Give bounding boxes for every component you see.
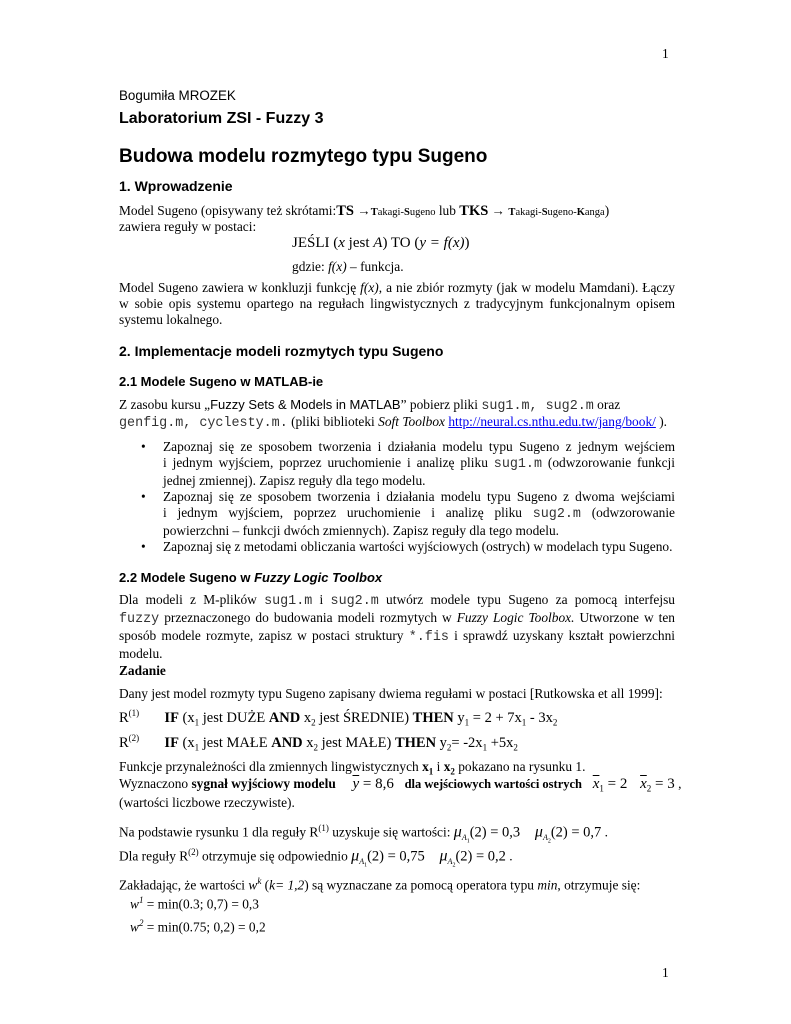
assume-line: Zakładając, że wartości $w^k$ (k= 1,2) są wyznaczane za pomocą operatora typu min, otrzymuje się: <box>119 876 641 893</box>
output-line-2: (wartości liczbowe rzeczywiste). <box>119 795 295 810</box>
zadanie-intro: Dany jest model rozmyty typu Sugeno zapisany dwiema regułami w postaci [Rutkowska et all 1999]: <box>119 686 663 701</box>
main-title: Budowa modelu rozmytego typu Sugeno <box>119 146 488 167</box>
list-item: • Zapoznaj się ze sposobem tworzenia i działania modelu typu Sugeno z jednym wejściem i jednym wyjściem, poprzez uruchomienie i analizę pliku sug1.m (odwzorowanie funkcji jednej zmiennej). Zapisz reguły dla tego modelu. <box>141 439 675 488</box>
s21-line-2: genfig.m, cyclesty.m. (pliki biblioteki Soft Toolbox http://neural.cs.nthu.edu.tw/jang/book/ ). <box>119 414 668 431</box>
output-line: Wyznaczono sygnał wyjściowy modelu $\overline{y} = 8,6$ dla wejściowych wartości ostrych $\overline{x}_1 = 2$ $\overline{x}_2 = 3$ , <box>119 776 682 794</box>
rule-2: $R^{(2)}$ IF ($x_1$ jest MAŁE AND $x_2$ jest MAŁE) THEN $y_2= -2x_1 +5x_2$ <box>119 733 518 753</box>
list-item: • Zapoznaj się ze sposobem tworzenia i działania modelu typu Sugeno z dwoma wejściami i jednym wyjściem, poprzez uruchomienie i analizę pliku sug2.m (odwzorowanie powierzchni – funkcji dwóch zmiennych). Zapisz reguły dla tego modelu. <box>141 489 675 538</box>
arrow-icon: → <box>491 203 506 218</box>
bullet-list <box>141 439 675 555</box>
w2-line: $w^2 = \min(0.75$; 0,2) = 0,2 <box>130 918 266 935</box>
page-number-top: 1 <box>662 46 669 61</box>
rule2-values: Dla reguły $R^{(2)}$ otrzymuje się odpowiednio $\mu_{A_1}(2) = 0,75$ $\mu_{A_2}(2) = 0,2$ . <box>119 847 513 869</box>
rule1-values: Na podstawie rysunku 1 dla reguły $R^{(1)}$ uzyskuje się wartości: $\mu_{A_1}(2) = 0,3$ $\mu_{A_2}(2) = 0,7$ . <box>119 823 608 845</box>
list-item: • Zapoznaj się z metodami obliczania wartości wyjściowych (ostrych) w modelach typu Sugeno. <box>141 539 673 554</box>
toolbox-link[interactable]: http://neural.cs.nthu.edu.tw/jang/book/ <box>448 414 656 429</box>
s22-paragraph: Dla modeli z M-plików sug1.m i sug2.m utwórz modele typu Sugeno za pomocą interfejsu fuzzy przeznaczonego do budowania modeli rozmytych w Fuzzy Logic Toolbox. Utworzone w ten sposób modele rozmyte, zapisz w postaci struktury *.fis i sprawdź uzyskany kształt powierzchni modelu. <box>119 592 676 661</box>
author: Bogumiła MROZEK <box>119 88 236 103</box>
bullet-icon: • <box>141 439 146 454</box>
rule-1: $R^{(1)}$ IF ($x_1$ jest DUŻE AND $x_2$ jest ŚREDNIE) THEN $y_1 = 2 + 7x_1 - 3x_2$ <box>119 708 558 728</box>
bullet-icon: • <box>141 489 146 504</box>
rule-form: JEŚLI (x jest A) TO (y = f(x)) <box>292 235 470 251</box>
section-2-heading: 2. Implementacje modeli rozmytych typu Sugeno <box>119 343 444 359</box>
bullet-icon: • <box>141 539 146 554</box>
s21-line-1: Z zasobu kursu „Fuzzy Sets & Models in MATLAB” pobierz pliki sug1.m, sug2.m oraz <box>119 397 621 414</box>
w1-line: $w^1 = \min(0.3$; 0,7) = 0,3 <box>130 895 259 912</box>
paragraph-sugeno: Model Sugeno zawiera w konkluzji funkcję f(x), a nie zbiór rozmyty (jak w modelu Mamdani). Łączy w sobie opis systemu opartego na regułach lingwistycznych z tradycyjnym funkcjonalnym opisem systemu lokalnego. <box>119 280 676 327</box>
arrow-icon: → <box>357 203 371 218</box>
page-number-bottom: 1 <box>662 965 669 980</box>
section-1-heading: 1. Wprowadzenie <box>119 178 233 194</box>
zadanie-heading: Zadanie <box>119 663 166 678</box>
section-2-1-heading: 2.1 Modele Sugeno w MATLAB-ie <box>119 374 324 389</box>
intro-line-1: Model Sugeno (opisywany też skrótami:TS →Takagi-Sugeno lub TKS → Takagi-Sugeno-Kanga) <box>119 203 610 219</box>
membership-line: Funkcje przynależności dla zmiennych lingwistycznych $x_1$ i $x_2$ pokazano na rysunku 1. <box>119 759 586 777</box>
gdzie-line: gdzie: f(x) – funkcja. <box>292 259 404 274</box>
section-2-2-heading: 2.2 Modele Sugeno w Fuzzy Logic Toolbox <box>119 570 383 585</box>
lab-title: Laboratorium ZSI - Fuzzy 3 <box>119 110 324 127</box>
intro-line-2: zawiera reguły w postaci: <box>119 219 257 234</box>
